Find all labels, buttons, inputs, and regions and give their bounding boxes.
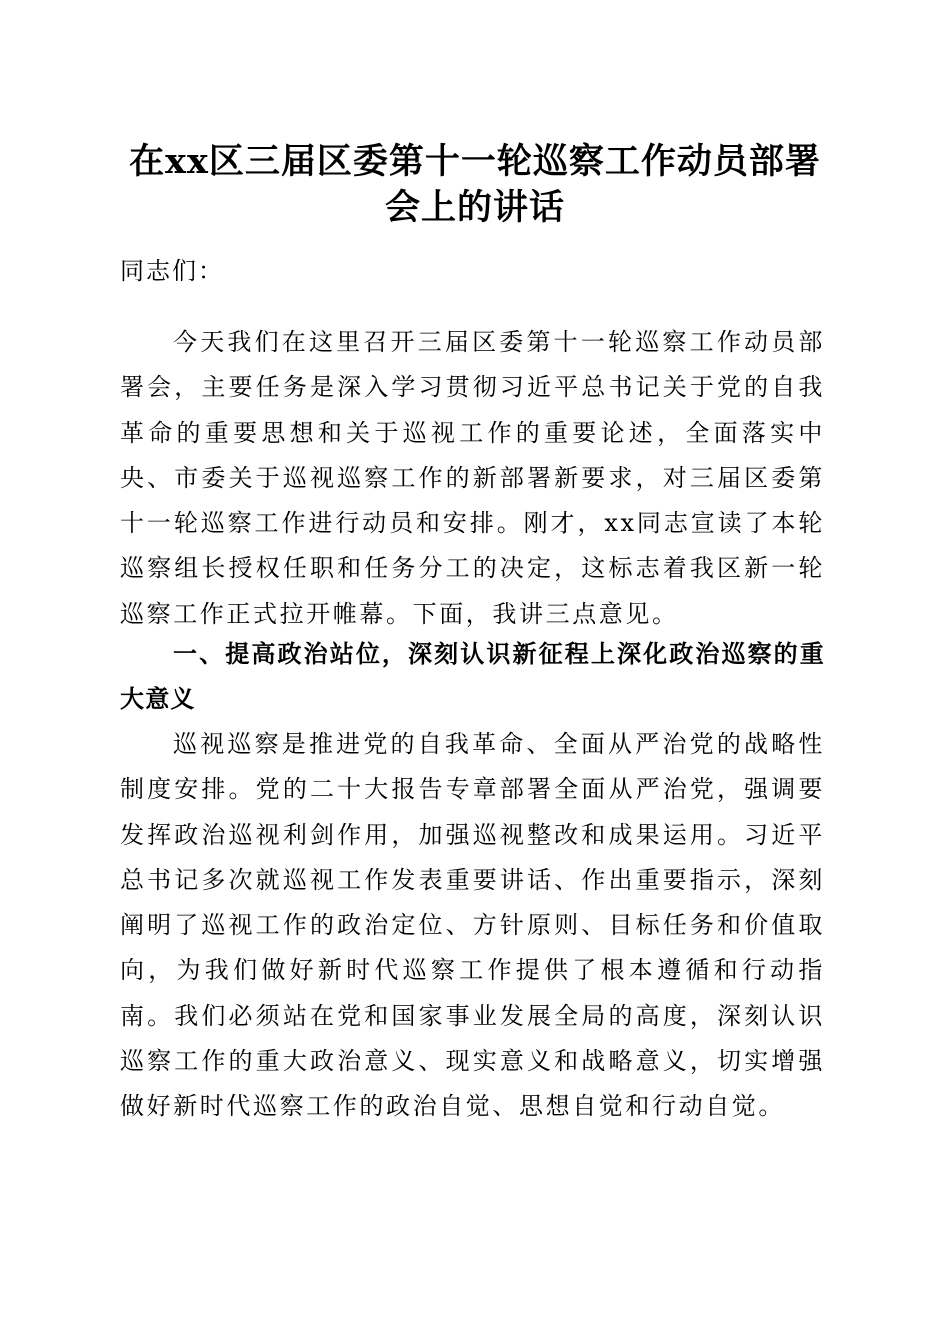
salutation: 同志们： — [120, 257, 224, 285]
section-heading-1: 一、提高政治站位，深刻认识新征程上深化政治巡察的重大意义 — [120, 640, 825, 714]
paragraph-intro: 今天我们在这里召开三届区委第十一轮巡察工作动员部署会，主要任务是深入学习贯彻习近平总书记关于党的自我革命的重要思想和关于巡视工作的重要论述，全面落实中央、市委关于巡视巡察工作的新部署新要求，对三届区委第十一轮巡察工作进行动员和安排。刚才，xx同志宣读了本轮巡察组长授权任职和任务分工的决定，这标志着我区新一轮巡察工作正式拉开帷幕。下面，我讲三点意见。 — [120, 328, 825, 628]
paragraph-section-1: 巡视巡察是推进党的自我革命、全面从严治党的战略性制度安排。党的二十大报告专章部署全面从严治党，强调要发挥政治巡视利剑作用，加强巡视整改和成果运用。习近平总书记多次就巡视工作发表重要讲话、作出重要指示，深刻阐明了巡视工作的政治定位、方针原则、目标任务和价值取向，为我们做好新时代巡察工作提供了根本遵循和行动指南。我们必须站在党和国家事业发展全局的高度，深刻认识巡察工作的重大政治意义、现实意义和战略意义，切实增强做好新时代巡察工作的政治自觉、思想自觉和行动自觉。 — [120, 730, 825, 1121]
document-title-line-2: 会上的讲话 — [384, 187, 565, 228]
document-title-line-1: 在xx区三届区委第十一轮巡察工作动员部署 — [129, 141, 821, 182]
